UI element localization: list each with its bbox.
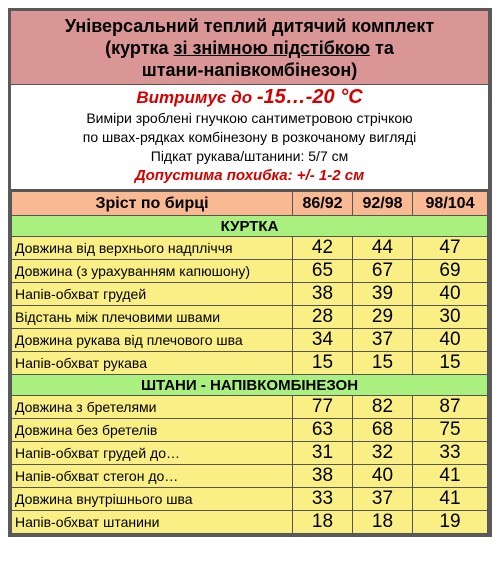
measurement-value: 65	[293, 260, 353, 283]
measurement-value: 18	[353, 511, 413, 534]
measurement-note-2: по швах-рядках комбінезону в розкочаному вигляді	[82, 129, 417, 145]
measurement-value: 31	[293, 442, 353, 465]
title-line-3: штани-напівкомбінезон)	[141, 60, 358, 80]
measurement-value: 15	[293, 352, 353, 375]
measurement-value: 15	[413, 352, 488, 375]
temperature-label: Витримує до	[136, 88, 257, 107]
table-row	[12, 511, 488, 534]
measurement-value: 38	[293, 465, 353, 488]
measurement-value: 29	[353, 306, 413, 329]
measurement-value: 40	[413, 283, 488, 306]
size-chart	[8, 8, 492, 537]
measurement-value: 63	[293, 419, 353, 442]
table-row	[12, 396, 488, 419]
measurement-value: 40	[413, 329, 488, 352]
measurement-value: 69	[413, 260, 488, 283]
measurement-value: 15	[353, 352, 413, 375]
temperature-range: -15…-20 °С	[256, 86, 363, 108]
measurement-value: 33	[293, 488, 353, 511]
measurement-label: Довжина рукава від плечового шва	[12, 329, 293, 352]
size-table	[11, 191, 488, 534]
measurement-value: 28	[293, 306, 353, 329]
measurement-label: Напів-обхват грудей до…	[12, 442, 293, 465]
measurement-value: 44	[353, 237, 413, 260]
chart-title	[11, 11, 488, 85]
temperature-note	[11, 86, 488, 109]
measurement-value: 32	[353, 442, 413, 465]
measurement-value: 19	[413, 511, 488, 534]
measurement-value: 82	[353, 396, 413, 419]
header-row	[12, 192, 488, 216]
table-row	[12, 419, 488, 442]
measurement-value: 39	[353, 283, 413, 306]
title-line-1: Універсальний теплий дитячий комплект	[64, 16, 435, 36]
table-row	[12, 352, 488, 375]
table-row	[12, 442, 488, 465]
measurement-label: Довжина без бретелів	[12, 419, 293, 442]
info-block	[11, 85, 488, 191]
measurement-value: 68	[353, 419, 413, 442]
cuff-note: Підкат рукава/штанини: 5/7 см	[150, 148, 349, 164]
section-row	[12, 375, 488, 396]
title-line-2-start: (куртка	[105, 38, 174, 58]
measurement-label: Довжина з бретелями	[12, 396, 293, 419]
measurement-value: 87	[413, 396, 488, 419]
measurement-value: 30	[413, 306, 488, 329]
measurement-value: 40	[353, 465, 413, 488]
measurement-value: 33	[413, 442, 488, 465]
section-title: КУРТКА	[12, 216, 488, 237]
title-line-2-end: та	[370, 38, 394, 58]
measurement-value: 34	[293, 329, 353, 352]
measurement-value: 77	[293, 396, 353, 419]
table-row	[12, 488, 488, 511]
measurement-value: 67	[353, 260, 413, 283]
measurement-label: Відстань між плечовими швами	[12, 306, 293, 329]
measurement-label: Довжина від верхнього надпліччя	[12, 237, 293, 260]
table-row	[12, 465, 488, 488]
measurement-value: 37	[353, 488, 413, 511]
header-size: 98/104	[413, 192, 488, 216]
table-row	[12, 306, 488, 329]
measurement-label: Довжина (з урахуванням капюшону)	[12, 260, 293, 283]
measurement-value: 18	[293, 511, 353, 534]
table-row	[12, 237, 488, 260]
measurement-value: 47	[413, 237, 488, 260]
measurement-value: 38	[293, 283, 353, 306]
table-row	[12, 329, 488, 352]
title-line-2-underlined: зі знімною підстібкою	[173, 38, 371, 58]
measurement-label: Довжина внутрішнього шва	[12, 488, 293, 511]
measurement-label: Напів-обхват стегон до…	[12, 465, 293, 488]
measurement-value: 75	[413, 419, 488, 442]
tolerance-note: Допустима похибка: +/- 1-2 см	[134, 167, 365, 184]
measurement-value: 42	[293, 237, 353, 260]
measurement-note-1: Виміри зроблені гнучкою сантиметровою стрічкою	[86, 110, 413, 126]
header-size: 92/98	[353, 192, 413, 216]
title-line-2	[11, 37, 488, 59]
measurement-label: Напів-обхват грудей	[12, 283, 293, 306]
measurement-value: 37	[353, 329, 413, 352]
measurement-label: Напів-обхват рукава	[12, 352, 293, 375]
section-title: ШТАНИ - НАПІВКОМБІНЕЗОН	[12, 375, 488, 396]
section-row	[12, 216, 488, 237]
measurement-value: 41	[413, 488, 488, 511]
table-row	[12, 260, 488, 283]
table-row	[12, 283, 488, 306]
measurement-value: 41	[413, 465, 488, 488]
header-size: 86/92	[293, 192, 353, 216]
header-label: Зріст по бирці	[12, 192, 293, 216]
measurement-label: Напів-обхват штанини	[12, 511, 293, 534]
